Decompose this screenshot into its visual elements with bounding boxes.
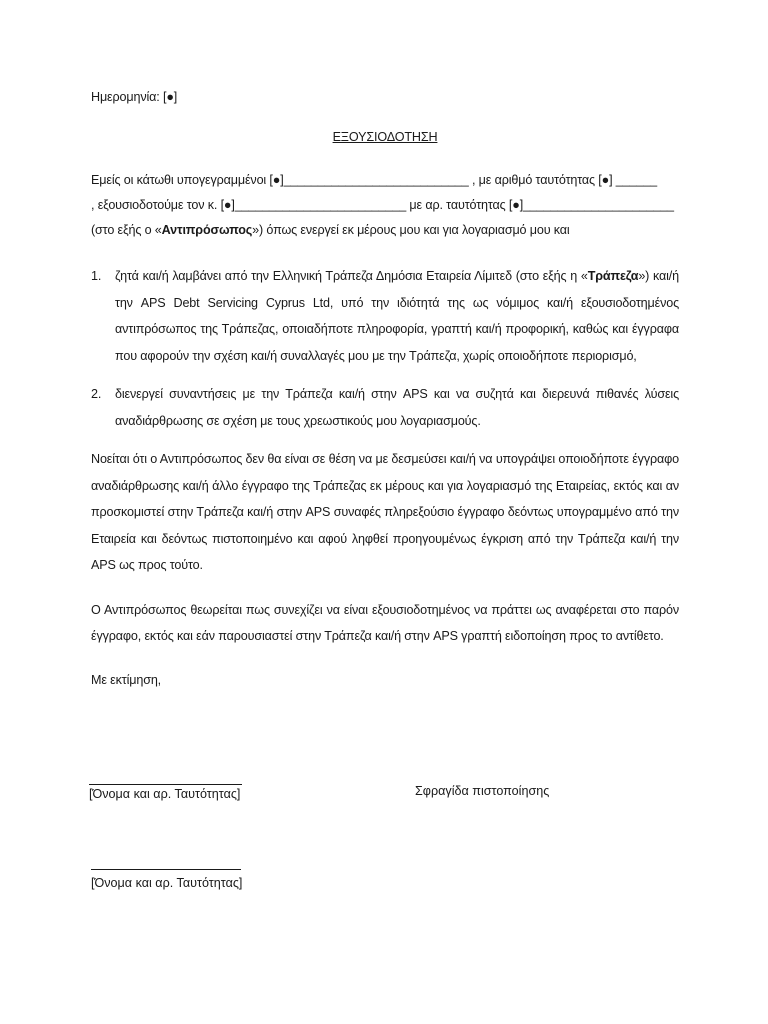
intro-line-3 [91, 218, 679, 243]
document-title: ΕΞΟΥΣΙΟΔΟΤΗΣΗ [332, 130, 438, 144]
representative-term: Αντιπρόσωπος [161, 223, 253, 237]
intro-line-1: Εμείς οι κάτωθι υπογεγραμμένοι [●]___________________________ , με αριθμό ταυτότητας [●] ______ [91, 173, 657, 187]
signature-block-1 [89, 784, 242, 801]
list-item [91, 263, 679, 369]
signature-caption: [Όνομα και αρ. Ταυτότητας] [91, 876, 243, 890]
signature-line [89, 784, 242, 785]
date-line: Ημερομηνία: [●] [91, 90, 178, 104]
signature-block-2 [91, 869, 242, 890]
list-item [91, 381, 679, 434]
list-item-number: 1. [91, 269, 102, 283]
authorization-list [91, 263, 679, 434]
intro-line-3-end: ») όπως ενεργεί εκ μέρους μου και για λογαριασμό μου και [252, 223, 570, 237]
document-body [91, 90, 679, 690]
list-item-text: διενεργεί συναντήσεις με την Τράπεζα και/ή στην APS και να συζητά και διερευνά πιθανές λύσεις αναδιάρθρωσης σε σχέση με τους χρεωστικούς μου λογαριασμούς. [115, 387, 679, 428]
validity-paragraph: Ο Αντιπρόσωπος θεωρείται πως συνεχίζει να είναι εξουσιοδοτημένος να πράττει ως αναφέρεται στο παρόν έγγραφο, εκτός και εάν παρουσιαστεί στην Τράπεζα και/ή στην APS γραπτή ειδοποίηση προς το αντίθετο. [91, 602, 679, 643]
certification-stamp-label: Σφραγίδα πιστοποίησης [415, 784, 550, 798]
list-item-number: 2. [91, 387, 102, 401]
intro-line-3-start: (στο εξής ο « [91, 223, 162, 237]
intro-paragraph [91, 168, 679, 243]
closing-line: Με εκτίμηση, [91, 672, 162, 687]
intro-line-2: , εξουσιοδοτούμε τον κ. [●]_________________________ με αρ. ταυτότητας [●]______________________ [91, 198, 674, 212]
list-item-text-start: ζητά και/ή λαμβάνει από την Ελληνική Τράπεζα Δημόσια Εταιρεία Λίμιτεδ (στο εξής η « [115, 269, 588, 283]
signature-line [91, 869, 241, 870]
signature-caption: [Όνομα και αρ. Ταυτότητας] [89, 787, 241, 801]
bank-term: Τράπεζα [587, 269, 639, 283]
list-item-text-end: ») και/ή την APS Debt Servicing Cyprus Ltd, υπό την ιδιότητά της ως νόμιμος και/ή εξουσιοδοτημένος αντιπρόσωπος της Τράπεζας, οποιαδήποτε πληροφορία, γραπτή και/ή προφορική, καθώς και έγγραφα που αφορούν την σχέση και/ή συναλλαγές μου με την Τράπεζα, χωρίς οποιοδήποτε περιορισμό, [115, 269, 679, 363]
limitation-paragraph: Νοείται ότι ο Αντιπρόσωπος δεν θα είναι σε θέση να με δεσμεύσει και/ή να υπογράψει οποιοδήποτε έγγραφο αναδιάρθρωσης και/ή άλλο έγγραφο της Τράπεζας εκ μέρους και για λογαριασμό της Εταιρείας, εκτός και αν προσκομιστεί στην Τράπεζα και/ή στην APS συναφές πληρεξούσιο έγγραφο δεόντως υπογραμμένο από την Εταιρεία και δεόντως πιστοποιημένο και αφού ληφθεί προηγουμένως έγκριση από την Τράπεζα και/ή την APS ως προς τούτο. [91, 452, 679, 572]
